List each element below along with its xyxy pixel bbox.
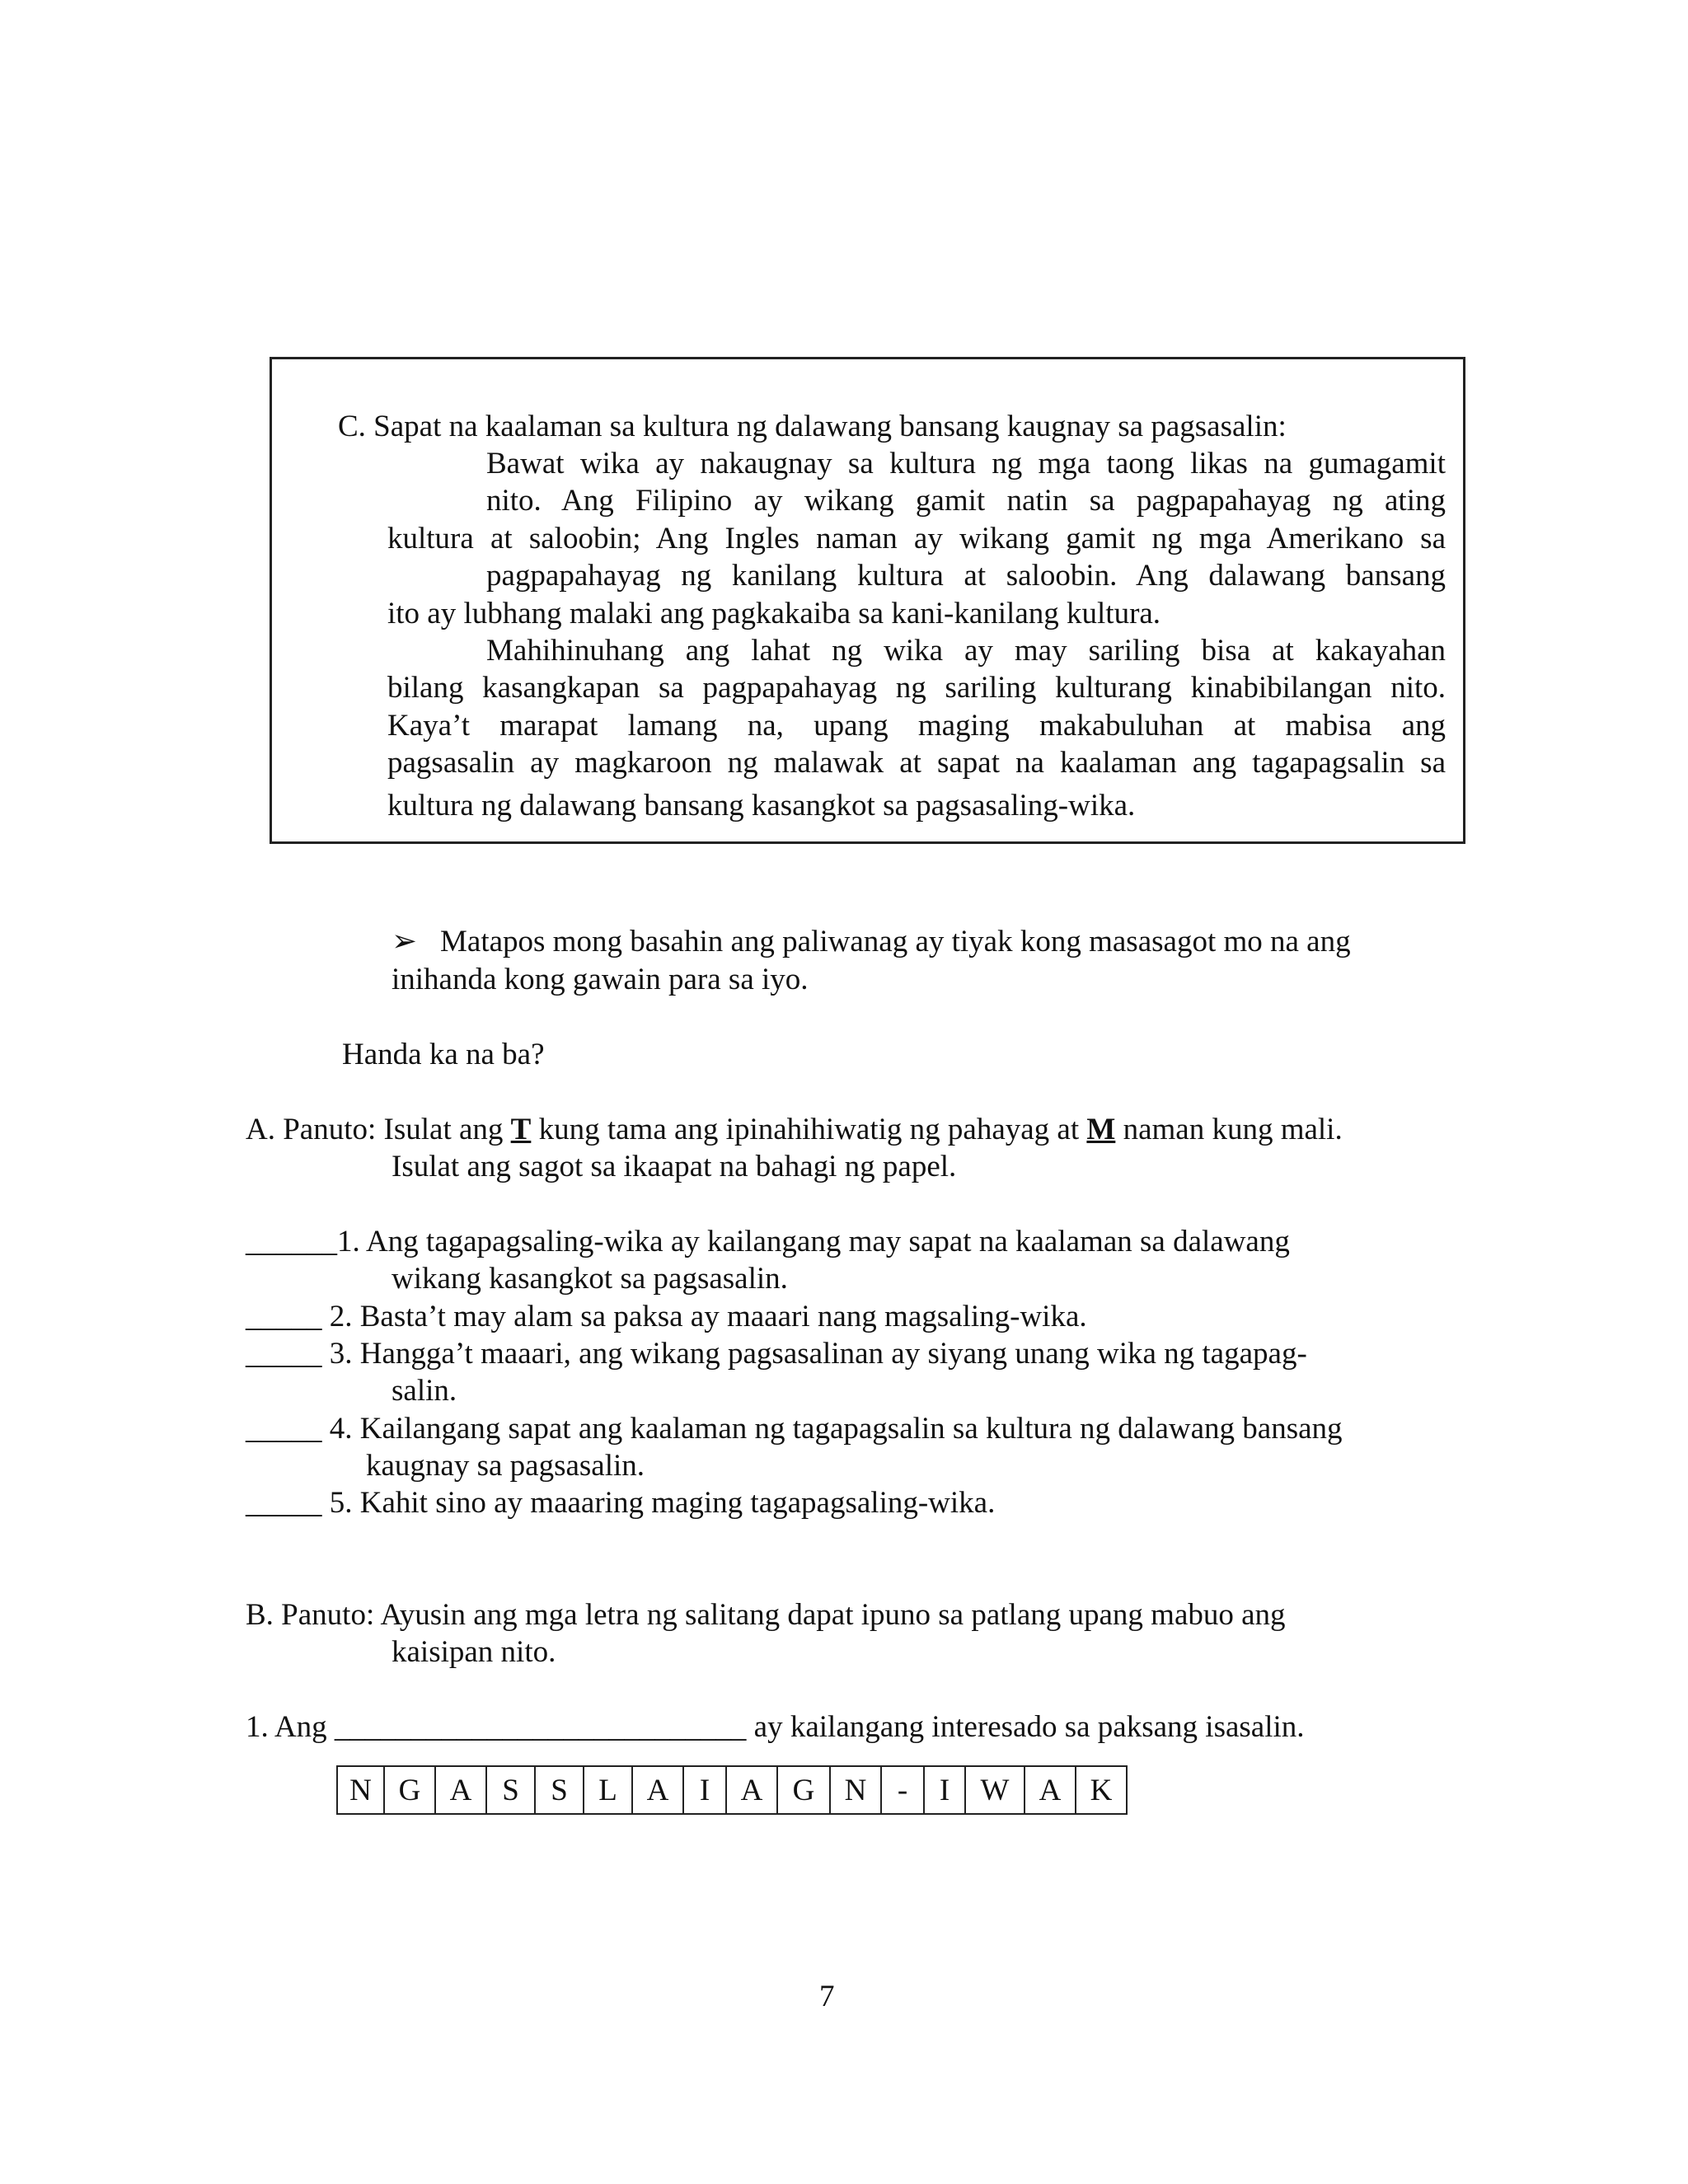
scrambled-letters-grid xyxy=(336,1765,1128,1815)
page-number: 7 xyxy=(819,1980,835,2013)
letter-cell: W xyxy=(965,1766,1025,1814)
letter-cell: A xyxy=(632,1766,683,1814)
letter-cell: N xyxy=(830,1766,881,1814)
part-a-instruction xyxy=(246,1111,1343,1148)
bullet-line-2: inihanda kong gawain para sa iyo. xyxy=(392,963,809,996)
letter-cell: K xyxy=(1076,1766,1127,1814)
ready-question: Handa ka na ba? xyxy=(342,1038,545,1071)
box-line-5: ito ay lubhang malaki ang pagkakaiba sa kani-kanilang kultura. xyxy=(387,597,1161,630)
mark-t: T xyxy=(510,1113,532,1146)
letter-cell: A xyxy=(1025,1766,1076,1814)
box-line-9: pagsasalin ay magkaroon ng malawak at sapat na kaalaman ang tagapagsalin sa xyxy=(387,746,1446,780)
box-line-3: kultura at saloobin; Ang Ingles naman ay wikang gamit ng mga Amerikano sa xyxy=(387,522,1446,555)
part-b-question-1: 1. Ang ___________________________ ay kailangang interesado sa paksang isasalin. xyxy=(246,1710,1305,1744)
part-a-item-3-cont: salin. xyxy=(392,1374,457,1408)
letter-cell: I xyxy=(683,1766,726,1814)
bullet-arrow-icon: ➢ xyxy=(392,925,418,958)
box-line-10: kultura ng dalawang bansang kasangkot sa pagsasaling-wika. xyxy=(387,789,1136,823)
letter-cell: I xyxy=(924,1766,965,1814)
letter-cell: G xyxy=(777,1766,830,1814)
box-line-7: bilang kasangkapan sa pagpapahayag ng sariling kulturang kinabibilangan nito. xyxy=(387,671,1446,705)
box-line-8: Kaya’t marapat lamang na, upang maging makabuluhan at mabisa ang xyxy=(387,709,1446,743)
letter-cell: S xyxy=(486,1766,535,1814)
box-line-4: pagpapahayag ng kanilang kultura at saloobin. Ang dalawang bansang xyxy=(486,559,1446,593)
part-a-intro-prefix: A. Panuto: Isulat ang xyxy=(246,1113,511,1146)
letter-cell: L xyxy=(584,1766,632,1814)
section-c-heading: C. Sapat na kaalaman sa kultura ng dalawang bansang kaugnay sa pagsasalin: xyxy=(338,410,1287,443)
part-a-item-1-cont: wikang kasangkot sa pagsasalin. xyxy=(392,1262,788,1296)
part-a-intro-suffix: naman kung mali. xyxy=(1115,1113,1343,1146)
part-a-item-5: _____ 5. Kahit sino ay maaaring maging tagapagsaling-wika. xyxy=(246,1486,996,1520)
letter-cell: A xyxy=(726,1766,777,1814)
part-b-instruction-line-2: kaisipan nito. xyxy=(392,1635,556,1669)
letter-cell: G xyxy=(384,1766,435,1814)
letter-cell: A xyxy=(435,1766,486,1814)
letter-cell: S xyxy=(535,1766,584,1814)
part-a-instruction-line-2: Isulat ang sagot sa ikaapat na bahagi ng papel. xyxy=(392,1150,957,1183)
part-a-item-4: _____ 4. Kailangang sapat ang kaalaman ng tagapagsalin sa kultura ng dalawang bansang xyxy=(246,1412,1343,1446)
mark-m: M xyxy=(1086,1113,1116,1146)
bullet-line-1: Matapos mong basahin ang paliwanag ay tiyak kong masasagot mo na ang xyxy=(440,925,1351,958)
part-b-instruction: B. Panuto: Ayusin ang mga letra ng salitang dapat ipuno sa patlang upang mabuo ang xyxy=(246,1598,1286,1632)
box-line-1: Bawat wika ay nakaugnay sa kultura ng mga taong likas na gumagamit xyxy=(486,447,1446,480)
part-a-item-1: ______1. Ang tagapagsaling-wika ay kailangang may sapat na kaalaman sa dalawang xyxy=(246,1225,1290,1258)
letter-cell: N xyxy=(337,1766,384,1814)
box-line-6: Mahihinuhang ang lahat ng wika ay may sariling bisa at kakayahan xyxy=(486,634,1446,668)
part-a-item-2: _____ 2. Basta’t may alam sa paksa ay maaari nang magsaling-wika. xyxy=(246,1300,1087,1333)
letter-cell: - xyxy=(881,1766,924,1814)
box-line-2: nito. Ang Filipino ay wikang gamit natin sa pagpapahayag ng ating xyxy=(486,484,1446,518)
part-a-intro-mid: kung tama ang ipinahihiwatig ng pahayag at xyxy=(531,1113,1087,1146)
part-a-item-3: _____ 3. Hangga’t maaari, ang wikang pagsasalinan ay siyang unang wika ng tagapag- xyxy=(246,1337,1307,1371)
part-a-item-4-cont: kaugnay sa pagsasalin. xyxy=(366,1449,645,1483)
